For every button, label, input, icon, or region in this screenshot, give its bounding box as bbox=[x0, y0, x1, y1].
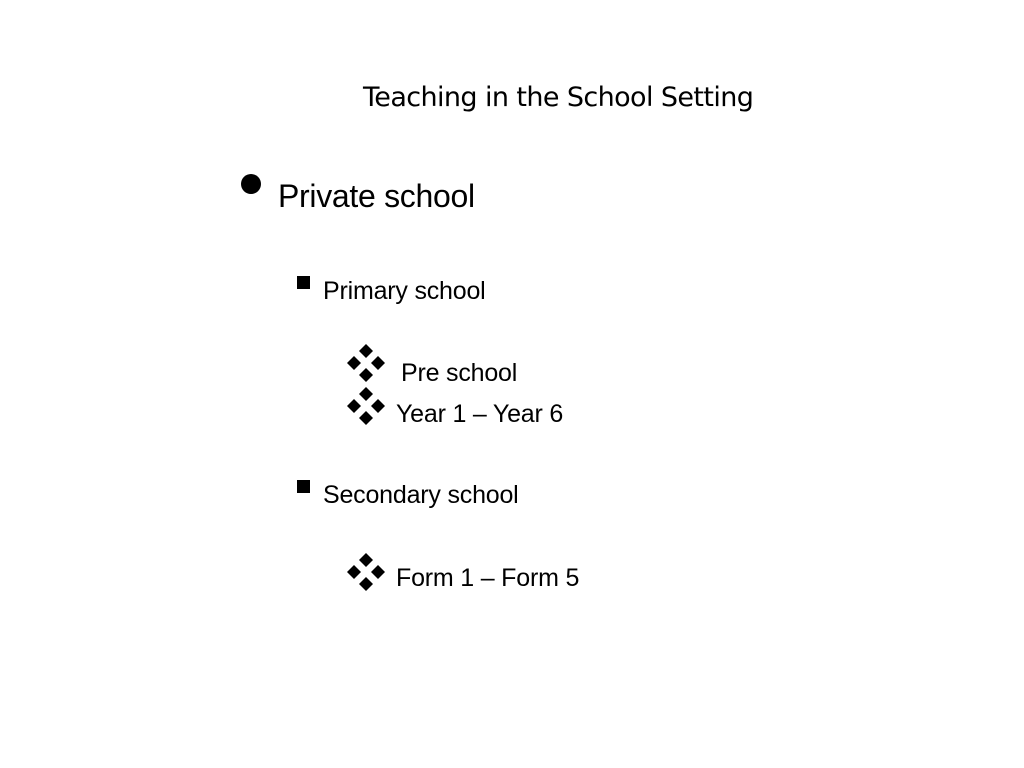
square-bullet-icon bbox=[297, 276, 310, 289]
bullet-text: Pre school bbox=[401, 359, 518, 387]
slide-title: Teaching in the School Setting bbox=[363, 82, 754, 113]
bullet-text: Secondary school bbox=[323, 481, 519, 509]
bullet-text: Private school bbox=[278, 178, 475, 214]
bullet-text: Form 1 – Form 5 bbox=[396, 564, 580, 592]
square-bullet-icon bbox=[297, 480, 310, 493]
bullet-text: Primary school bbox=[323, 277, 486, 305]
round-bullet-icon bbox=[241, 174, 261, 194]
four-diamond-bullet-icon bbox=[346, 343, 386, 383]
four-diamond-bullet-icon bbox=[346, 552, 386, 592]
four-diamond-bullet-icon bbox=[346, 386, 386, 426]
bullet-text: Year 1 – Year 6 bbox=[396, 400, 564, 428]
